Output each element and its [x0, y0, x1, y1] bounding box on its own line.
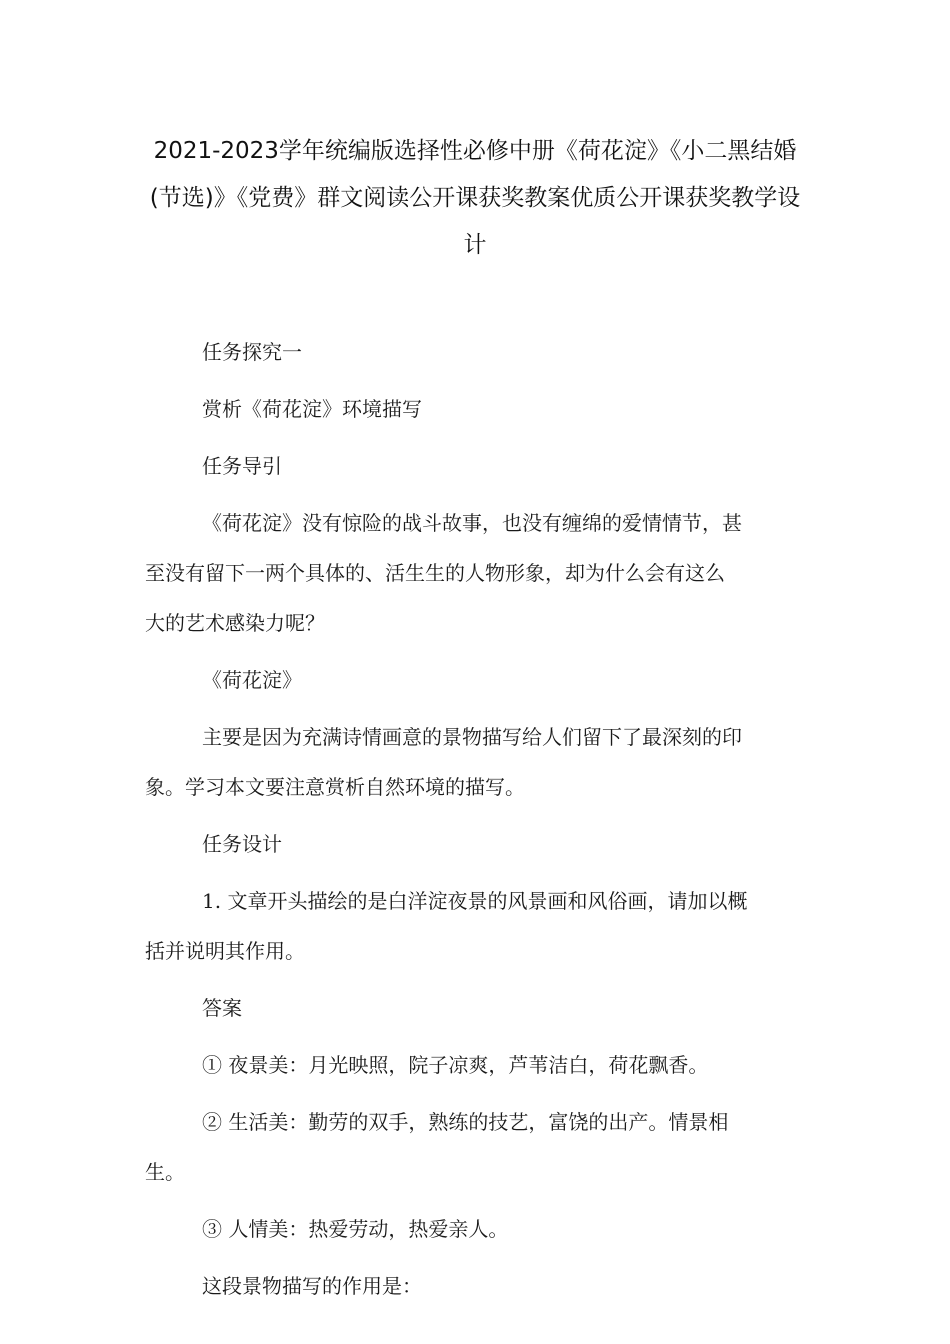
- task-design-heading: 任务设计: [202, 832, 282, 856]
- title-line: 2021-2023学年统编版选择性必修中册《荷花淀》《小二黑结婚: [153, 138, 797, 164]
- title-line: (节选)》《党费》群文阅读公开课获奖教案优质公开课获奖教学设: [149, 185, 801, 211]
- answer-item-2: [145, 1097, 810, 1197]
- paragraph-line: 《荷花淀》没有惊险的战斗故事，也没有缠绵的爱情情节，甚: [202, 511, 742, 535]
- paragraph-line: 括并说明其作用。: [145, 939, 305, 963]
- paragraph-line: 主要是因为充满诗情画意的景物描写给人们留下了最深刻的印: [202, 725, 742, 749]
- paragraph-line: 至没有留下一两个具体的、活生生的人物形象，却为什么会有这么: [145, 561, 725, 585]
- paragraph-line: 生。: [145, 1160, 185, 1184]
- paragraph-line: ② 生活美：勤劳的双手，熟练的技艺，富饶的出产。情景相: [202, 1110, 729, 1134]
- analyze-heading: 赏析《荷花淀》环境描写: [202, 397, 422, 421]
- task-guide-heading: 任务导引: [202, 454, 282, 478]
- answer-item-1: ① 夜景美：月光映照，院子凉爽，芦苇洁白，荷花飘香。: [202, 1053, 709, 1077]
- paragraph-line: 大的艺术感染力呢？: [145, 611, 325, 635]
- guide-paragraph: [145, 498, 810, 648]
- book-title-paragraph: 《荷花淀》: [202, 668, 302, 692]
- question-paragraph: [145, 876, 810, 976]
- task-explore-heading: 任务探究一: [202, 340, 302, 364]
- paragraph-line: 1. 文章开头描绘的是白洋淀夜景的风景画和风俗画，请加以概: [202, 889, 748, 913]
- document-body: [145, 327, 810, 1318]
- answer-item-3: ③ 人情美：热爱劳动，热爱亲人。: [202, 1217, 509, 1241]
- title-line: 计: [463, 232, 487, 258]
- answer-label: 答案: [202, 996, 242, 1020]
- effect-intro: 这段景物描写的作用是：: [202, 1274, 422, 1298]
- paragraph-line: 象。学习本文要注意赏析自然环境的描写。: [145, 775, 525, 799]
- reason-paragraph: [145, 712, 810, 812]
- document-title: [140, 128, 810, 269]
